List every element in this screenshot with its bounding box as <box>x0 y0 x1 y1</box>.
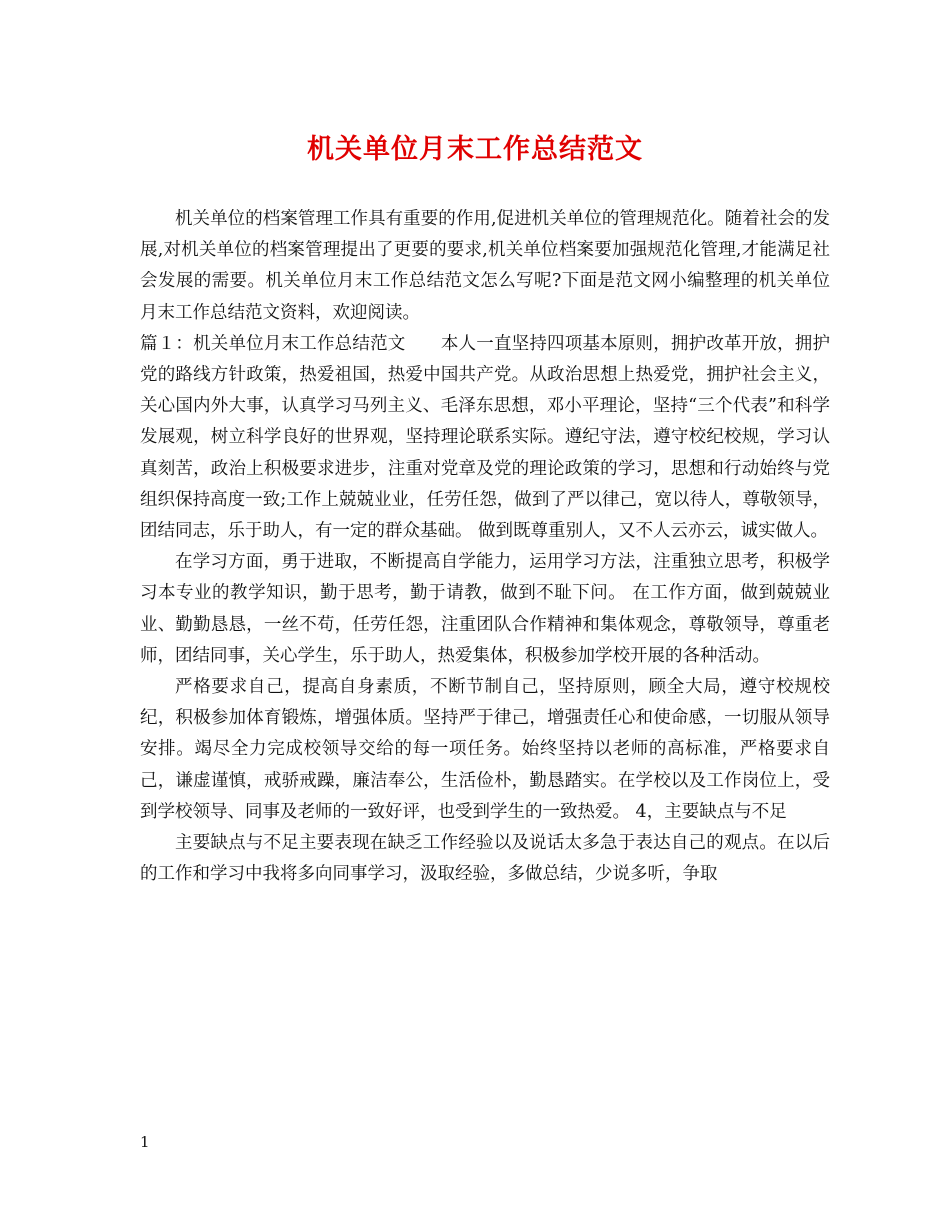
document-body <box>140 204 830 890</box>
paragraph-discipline: 严格要求自己，提高自身素质，不断节制自己，坚持原则，顾全大局，遵守校规校纪，积极参加体育锻炼，增强体质。坚持严于律己，增强责任心和使命感，一切服从领导安排。竭尽全力完成校领导交给的每一项任务。始终坚持以老师的高标准，严格要求自己，谦虚谨慎，戒骄戒躁，廉洁奉公，生活俭朴，勤恳踏实。在学校以及工作岗位上，受到学校领导、同事及老师的一致好评，也受到学生的一致热爱。 4，主要缺点与不足 <box>140 677 830 822</box>
page-title: 机关单位月末工作总结范文 <box>307 134 643 165</box>
paragraph-intro: 机关单位的档案管理工作具有重要的作用,促进机关单位的管理规范化。随着社会的发展,对机关单位的档案管理提出了更要的要求,机关单位档案要加强规范化管理,才能满足社会发展的需要。机关单位月末工作总结范文怎么写呢?下面是范文网小编整理的机关单位月末工作总结范文资料，欢迎阅读。 <box>140 209 830 323</box>
paragraph-part-one: 篇１：机关单位月末工作总结范文 本人一直坚持四项基本原则，拥护改革开放，拥护党的路线方针政策，热爱祖国，热爱中国共产党。从政治思想上热爱党，拥护社会主义，关心国内外大事，认真学习马列主义、毛泽东思想，邓小平理论，坚持“三个代表”和科学发展观，树立科学良好的世界观，坚持理论联系实际。遵纪守法，遵守校纪校规，学习认真刻苦，政治上积极要求进步，注重对党章及党的理论政策的学习，思想和行动始终与党组织保持高度一致;工作上兢兢业业，任劳任怨，做到了严以律己，宽以待人，尊敬领导，团结同志，乐于助人，有一定的群众基础。 做到既尊重别人，又不人云亦云，诚实做人。 <box>140 333 830 542</box>
paragraph-study: 在学习方面，勇于进取，不断提高自学能力，运用学习方法，注重独立思考，积极学习本专业的教学知识，勤于思考，勤于请教，做到不耻下问。 在工作方面，做到兢兢业业、勤勤恳恳，一丝不苟，任劳任怨，注重团队合作精神和集体观念，尊敬领导，尊重老师，团结同事，关心学生，乐于助人，热爱集体，积极参加学校开展的各种活动。 <box>140 552 830 666</box>
paragraph-shortcomings: 主要缺点与不足主要表现在缺乏工作经验以及说话太多急于表达自己的观点。在以后的工作和学习中我将多向同事学习，汲取经验，多做总结，少说多听，争取 <box>140 833 830 885</box>
page-number: 1 <box>140 1133 150 1151</box>
